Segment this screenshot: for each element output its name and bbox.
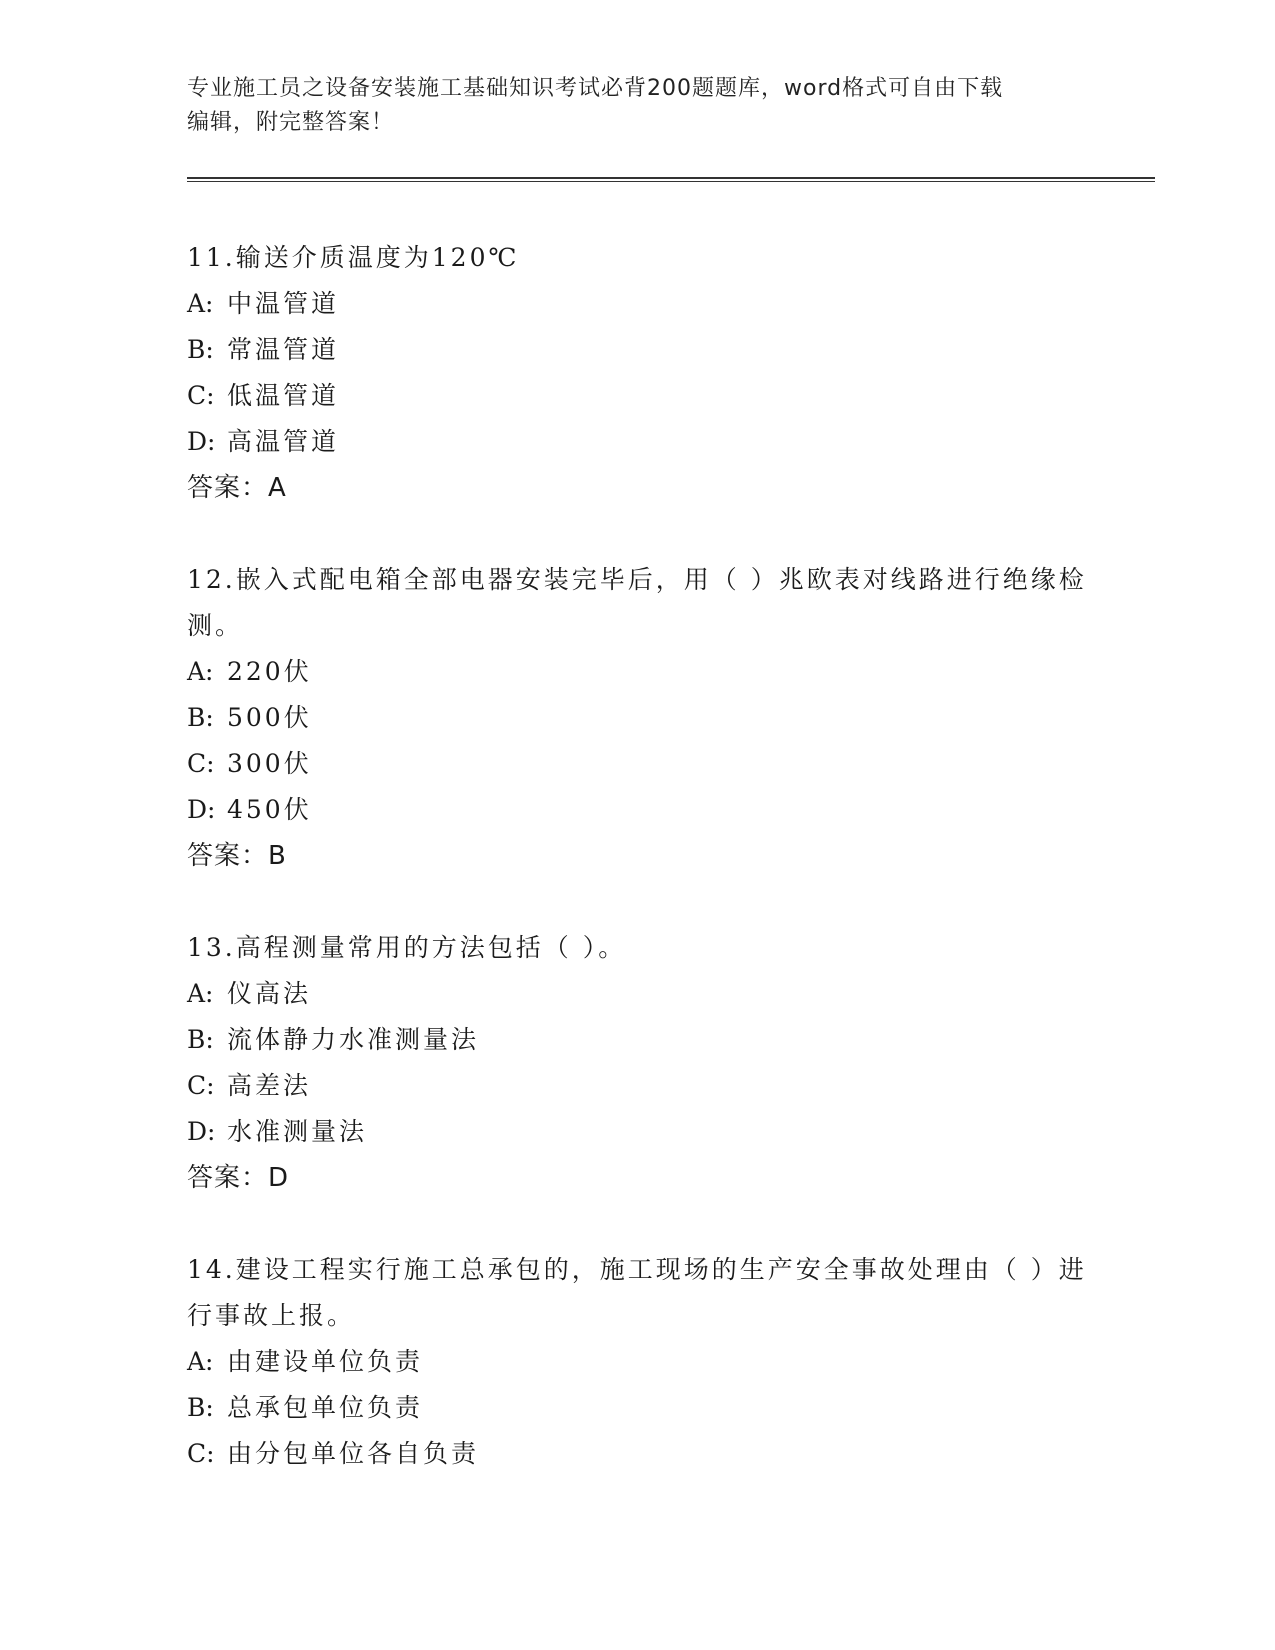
option-key: C: [187, 1439, 215, 1468]
option-text: 仪高法 [227, 979, 312, 1008]
option-text: 总承包单位负责 [227, 1393, 424, 1422]
option-c [187, 373, 1087, 419]
option-text: 常温管道 [227, 335, 340, 364]
option-text: 中温管道 [227, 289, 340, 318]
header-title-line1: 专业施工员之设备安装施工基础知识考试必背200题题库，word格式可自由下载 [187, 76, 1004, 101]
option-text: 300伏 [227, 749, 312, 778]
option-b [187, 1385, 1087, 1431]
option-key: A: [187, 1347, 214, 1376]
option-text: 500伏 [227, 703, 312, 732]
option-key: C: [187, 1071, 215, 1100]
header-title-line2: 编辑，附完整答案！ [187, 110, 395, 135]
option-key: D: [187, 795, 216, 824]
option-text: 由建设单位负责 [227, 1347, 424, 1376]
option-a [187, 649, 1087, 695]
option-c [187, 1431, 1087, 1477]
option-key: B: [187, 703, 214, 732]
question-title: 12.嵌入式配电箱全部电器安装完毕后，用（ ）兆欧表对线路进行绝缘检测。 [187, 565, 1087, 640]
option-key: C: [187, 381, 215, 410]
option-a [187, 971, 1087, 1017]
option-a [187, 281, 1087, 327]
option-text: 低温管道 [227, 381, 340, 410]
question-13 [187, 925, 1087, 1201]
option-d [187, 419, 1087, 465]
option-text: 高温管道 [227, 427, 340, 456]
option-key: A: [187, 289, 214, 318]
option-a [187, 1339, 1087, 1385]
question-title: 11.输送介质温度为120℃ [187, 243, 520, 272]
option-c [187, 741, 1087, 787]
question-14 [187, 1247, 1087, 1477]
option-key: D: [187, 1117, 216, 1146]
question-title: 13.高程测量常用的方法包括（ ）。 [187, 933, 627, 962]
option-key: A: [187, 657, 214, 686]
option-key: B: [187, 1393, 214, 1422]
header-divider [187, 177, 1155, 182]
option-text: 流体静力水准测量法 [227, 1025, 480, 1054]
question-12 [187, 557, 1087, 879]
option-b [187, 327, 1087, 373]
option-c [187, 1063, 1087, 1109]
option-text: 高差法 [227, 1071, 312, 1100]
option-key: D: [187, 427, 216, 456]
answer-label: 答案：D [187, 1163, 290, 1193]
question-11 [187, 235, 1087, 511]
question-list [187, 235, 1087, 1523]
option-b [187, 1017, 1087, 1063]
document-header [187, 72, 1087, 140]
answer-label: 答案：B [187, 841, 287, 871]
option-b [187, 695, 1087, 741]
option-key: A: [187, 979, 214, 1008]
option-d [187, 787, 1087, 833]
option-text: 由分包单位各自负责 [227, 1439, 480, 1468]
option-d [187, 1109, 1087, 1155]
answer-label: 答案：A [187, 473, 287, 503]
option-key: B: [187, 335, 214, 364]
option-text: 450伏 [227, 795, 312, 824]
option-text: 220伏 [227, 657, 312, 686]
option-text: 水准测量法 [227, 1117, 368, 1146]
option-key: C: [187, 749, 215, 778]
option-key: B: [187, 1025, 214, 1054]
question-title: 14.建设工程实行施工总承包的，施工现场的生产安全事故处理由（ ）进行事故上报。 [187, 1255, 1087, 1330]
